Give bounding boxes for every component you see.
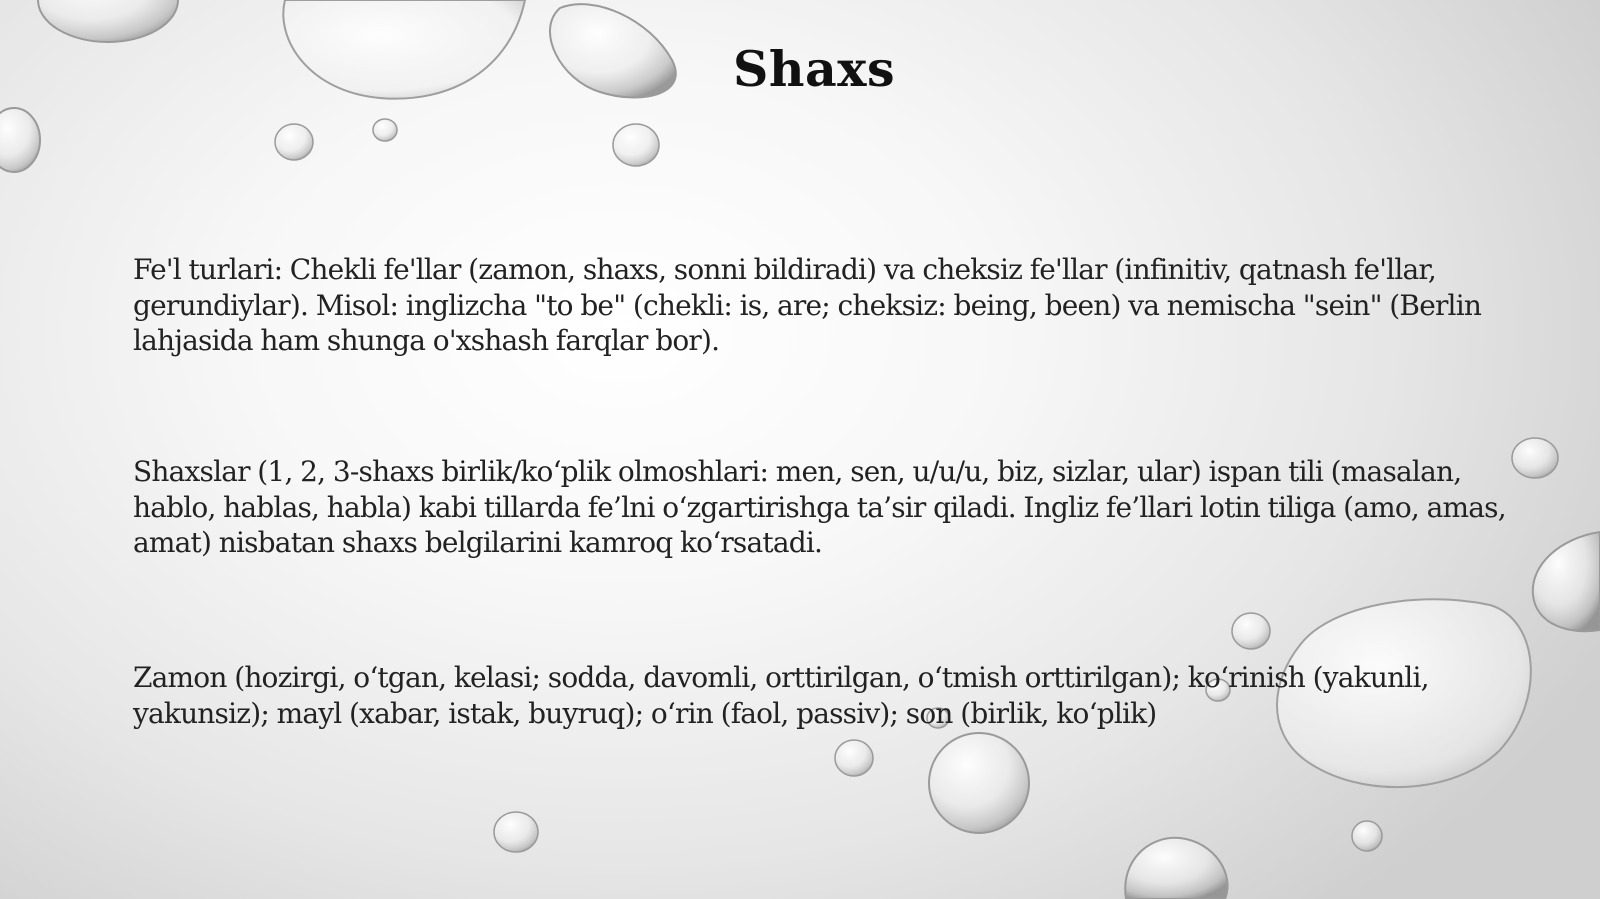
slide-title: Shaxs bbox=[732, 40, 896, 98]
paragraph-persons: Shaxslar (1, 2, 3-shaxs birlik/ko‘plik olmoshlari: men, sen, u/u/u, biz, sizlar, ular) ispan tili (masalan, hablo, hablas, habla) kabi tillarda fe’lni o‘zgartirishga ta’sir qiladi. Ingliz fe’llari lotin tiliga (amo, amas, amat) nisbatan shaxs belgilarini kamroq ko‘rsatadi. bbox=[133, 455, 1506, 559]
paragraph-tense-aspect: Zamon (hozirgi, o‘tgan, kelasi; sodda, davomli, orttirilgan, o‘tmish orttirilgan); ko‘rinish (yakunli, yakunsiz); mayl (xabar, istak, buyruq); o‘rin (faol, passiv); son (birlik, ko‘plik) bbox=[133, 661, 1429, 730]
paragraph-verb-types: Fe'l turlari: Chekli fe'llar (zamon, shaxs, sonni bildiradi) va cheksiz fe'llar (infinitiv, qatnash fe'llar, gerundiylar). Misol: inglizcha "to be" (chekli: is, are; cheksiz: being, been) va nemischa "sein" (Berlin lahjasida ham shunga o'xshash farqlar bor). bbox=[133, 253, 1482, 357]
